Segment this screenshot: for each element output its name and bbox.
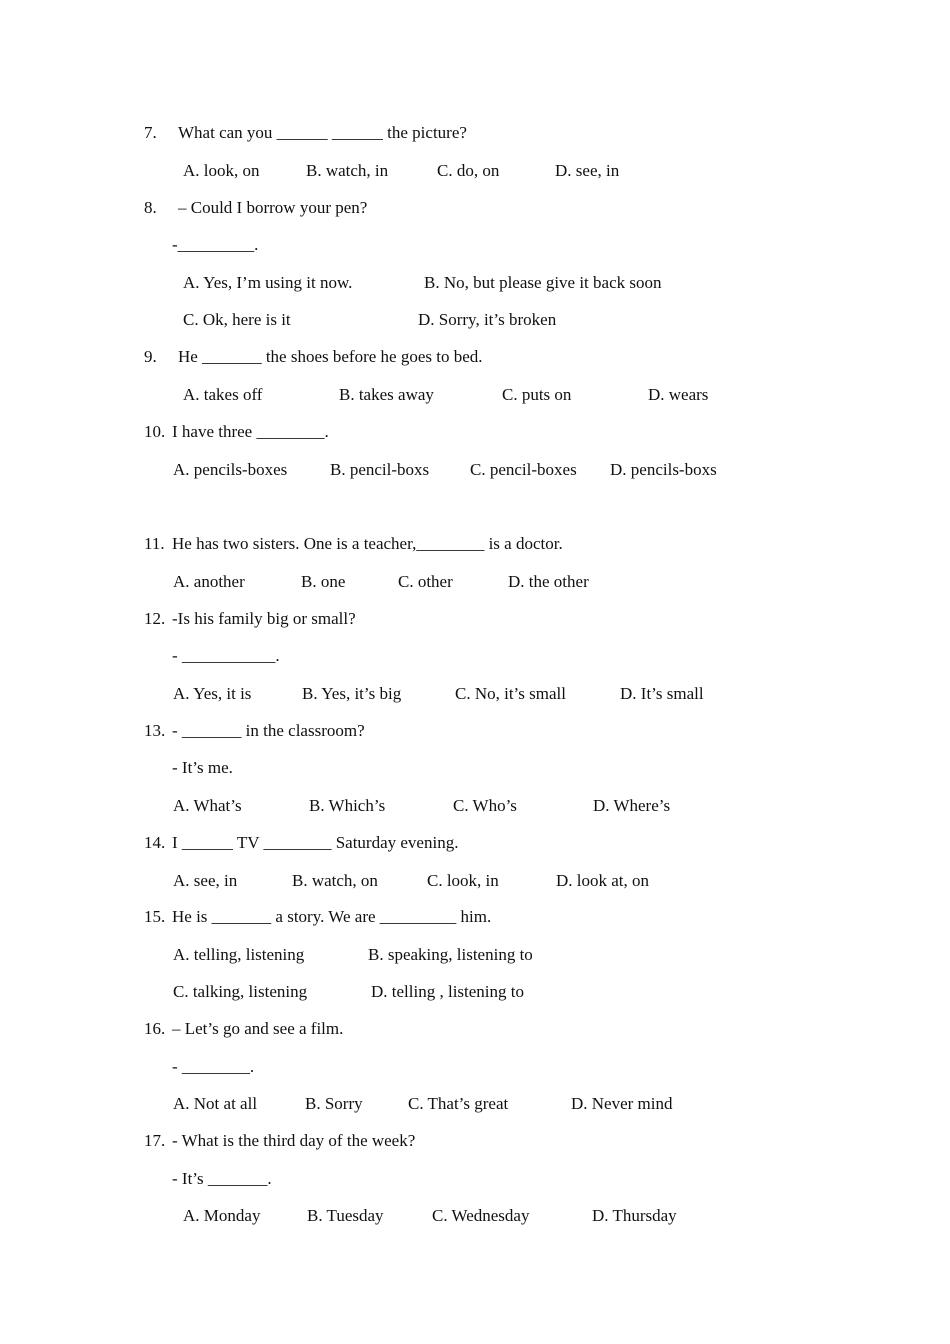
question-16-option-c: C. That’s great (408, 1094, 509, 1113)
question-10-number: 10. (144, 422, 166, 441)
question-12-number: 12. (144, 609, 166, 628)
question-13-option-a: A. What’s (173, 796, 242, 815)
question-15-option-b: B. speaking, listening to (368, 945, 533, 964)
question-9-text: He _______ the shoes before he goes to bed. (178, 347, 483, 366)
question-12-option-a: A. Yes, it is (173, 684, 252, 703)
question-14-number: 14. (144, 833, 166, 852)
question-10-option-c: C. pencil-boxes (470, 460, 577, 479)
question-11-option-d: D. the other (508, 572, 589, 591)
question-17-reply: - It’s _______. (172, 1169, 272, 1188)
question-9-option-c: C. puts on (502, 385, 572, 404)
question-17-option-a: A. Monday (183, 1206, 261, 1225)
question-13-text: - _______ in the classroom? (172, 721, 365, 740)
question-17-option-d: D. Thursday (592, 1206, 677, 1225)
question-14-text: I ______ TV ________ Saturday evening. (172, 833, 459, 852)
question-13-number: 13. (144, 721, 166, 740)
question-11-option-c: C. other (398, 572, 453, 591)
question-15-text: He is _______ a story. We are _________ him. (172, 907, 492, 926)
question-17-option-b: B. Tuesday (307, 1206, 384, 1225)
question-8-option-a: A. Yes, I’m using it now. (183, 273, 353, 292)
question-16-option-d: D. Never mind (571, 1094, 673, 1113)
question-8-text: – Could I borrow your pen? (178, 198, 368, 217)
question-11-option-b: B. one (301, 572, 346, 591)
question-13-option-b: B. Which’s (309, 796, 386, 815)
question-16-text: – Let’s go and see a film. (172, 1019, 344, 1038)
question-7-option-a: A. look, on (183, 161, 260, 180)
question-7-option-b: B. watch, in (306, 161, 389, 180)
question-14-option-a: A. see, in (173, 871, 238, 890)
question-14-option-d: D. look at, on (556, 871, 650, 890)
question-11-number: 11. (144, 534, 165, 553)
question-8-reply: -_________. (172, 235, 259, 254)
question-8-option-c: C. Ok, here is it (183, 310, 291, 329)
question-9-option-b: B. takes away (339, 385, 434, 404)
question-11-option-a: A. another (173, 572, 245, 591)
question-17-option-c: C. Wednesday (432, 1206, 530, 1225)
question-14-option-c: C. look, in (427, 871, 499, 890)
question-16-option-b: B. Sorry (305, 1094, 363, 1113)
question-15-option-c: C. talking, listening (173, 982, 308, 1001)
question-16-number: 16. (144, 1019, 166, 1038)
question-12-reply: - ___________. (172, 646, 280, 665)
question-7-text: What can you ______ ______ the picture? (178, 123, 467, 142)
question-13-option-c: C. Who’s (453, 796, 517, 815)
question-14-option-b: B. watch, on (292, 871, 378, 890)
question-10-option-a: A. pencils-boxes (173, 460, 288, 479)
question-8-option-b: B. No, but please give it back soon (424, 273, 662, 292)
question-16-option-a: A. Not at all (173, 1094, 258, 1113)
question-15-option-d: D. telling , listening to (371, 982, 524, 1001)
question-9-option-a: A. takes off (183, 385, 263, 404)
question-10-option-b: B. pencil-boxs (330, 460, 430, 479)
question-8-option-d: D. Sorry, it’s broken (418, 310, 557, 329)
question-15-number: 15. (144, 907, 166, 926)
question-12-option-b: B. Yes, it’s big (302, 684, 402, 703)
question-9-number: 9. (144, 347, 157, 366)
question-17-number: 17. (144, 1131, 166, 1150)
question-10-option-d: D. pencils-boxs (610, 460, 717, 479)
question-16-reply: - ________. (172, 1057, 255, 1076)
question-15-option-a: A. telling, listening (173, 945, 305, 964)
question-7-number: 7. (144, 123, 157, 142)
question-12-option-d: D. It’s small (620, 684, 704, 703)
question-9-option-d: D. wears (648, 385, 709, 404)
question-12-option-c: C. No, it’s small (455, 684, 566, 703)
question-7-option-d: D. see, in (555, 161, 620, 180)
question-17-text: - What is the third day of the week? (172, 1131, 416, 1150)
question-13-option-d: D. Where’s (593, 796, 671, 815)
question-12-text: -Is his family big or small? (172, 609, 356, 628)
question-8-number: 8. (144, 198, 157, 217)
question-10-text: I have three ________. (172, 422, 329, 441)
question-7-option-c: C. do, on (437, 161, 500, 180)
question-13-reply: - It’s me. (172, 758, 233, 777)
question-11-text: He has two sisters. One is a teacher,________ is a doctor. (172, 534, 563, 553)
